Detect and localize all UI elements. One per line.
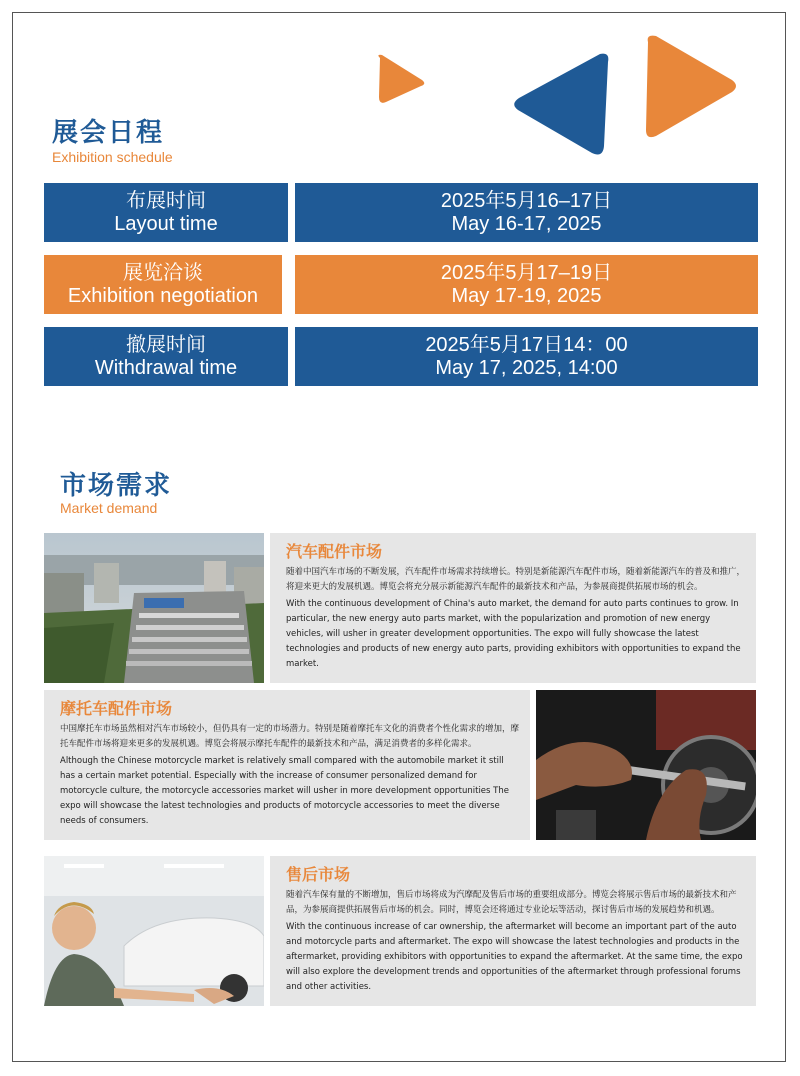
market-subtitle: Market demand [60, 500, 158, 516]
city-aerial-photo [44, 533, 264, 683]
schedule-row-2-label [44, 255, 282, 314]
aftermarket-panel [270, 856, 756, 1006]
row-label-en: Exhibition negotiation [67, 284, 259, 307]
row-label-cn: 展览洽谈 [123, 261, 203, 284]
row-value-cn: 2025年5月16–17日 [440, 189, 613, 212]
auto-parts-title: 汽车配件市场 [286, 542, 383, 561]
orange-triangle-large-icon [640, 32, 740, 142]
row-label-cn: 撤展时间 [126, 333, 206, 356]
mechanic-hands-photo [536, 690, 756, 840]
schedule-row-3-value [295, 327, 758, 386]
auto-parts-text-cn: 随着中国汽车市场的不断发展，汽车配件市场需求持续增长。特别是新能源汽车配件市场，随着新能源汽车的普及和推广，将迎来更大的发展机遇。博览会将充分展示新能源汽车配件的最新技术和产品，为参展商提供拓展市场的机会。 [286, 567, 746, 592]
row-value-en: May 17-19, 2025 [451, 284, 602, 307]
schedule-title: 展会日程 [52, 118, 165, 148]
market-title: 市场需求 [60, 471, 173, 501]
car-key-handover-photo [44, 856, 264, 1006]
row-value-en: May 17, 2025, 14:00 [435, 356, 618, 379]
motorcycle-parts-text-cn: 中国摩托车市场虽然相对汽车市场较小，但仍具有一定的市场潜力。特别是随着摩托车文化的消费者个性化需求的增加，摩托车配件市场将迎来更多的发展机遇。博览会将展示摩托车配件的最新技术和产品，满足消费者的多样化需求。 [60, 724, 520, 749]
orange-triangle-small-icon [370, 50, 430, 110]
motorcycle-parts-text-en: Although the Chinese motorcycle market is relatively small compared with the automobile market it still has a certain market potential. Especially with the increase of consumer personalized demand for motorcycle culture, the motorcycle accessories market will usher in more development opportunities The expo will showcase the latest technologies and products of motorcycle accessories to meet the diverse needs of consumers. [60, 756, 509, 826]
auto-parts-text-en: With the continuous development of China's auto market, the demand for auto parts continues to grow. In particular, the new energy auto parts market, with the popularization and promotion of new energy vehicles, will usher in greater development opportunities. The expo will fully showcase the latest technologies and products of new energy auto parts, providing exhibitors with opportunities to expand the market. [286, 599, 741, 669]
schedule-row-2-value [295, 255, 758, 314]
schedule-subtitle: Exhibition schedule [52, 149, 173, 165]
aftermarket-text-cn: 随着汽车保有量的不断增加，售后市场将成为汽摩配及售后市场的重要组成部分。博览会将展示售后市场的最新技术和产品，为参展商提供拓展售后市场的机会。同时，博览会还将通过专业论坛等活动，探讨售后市场的发展趋势和机遇。 [286, 890, 737, 915]
motorcycle-parts-panel [44, 690, 530, 840]
blue-triangle-large-icon [508, 48, 614, 162]
auto-parts-panel [270, 533, 756, 683]
row-label-en: Withdrawal time [94, 356, 238, 379]
row-label-cn: 布展时间 [126, 189, 206, 212]
schedule-row-1-label [44, 183, 288, 242]
schedule-row-1-value [295, 183, 758, 242]
row-label-en: Layout time [114, 212, 218, 235]
motorcycle-parts-title: 摩托车配件市场 [60, 699, 173, 718]
row-value-en: May 16-17, 2025 [451, 212, 602, 235]
row-value-cn: 2025年5月17–19日 [440, 261, 613, 284]
row-value-cn: 2025年5月17日14：00 [425, 333, 628, 356]
aftermarket-title: 售后市场 [286, 865, 351, 884]
aftermarket-text-en: With the continuous increase of car ownership, the aftermarket will become an important part of the auto and motorcycle parts and aftermarket. The expo will showcase the latest technologies and products in the aftermarket, providing exhibitors with opportunities to expand the aftermarket. At the same time, the expo will also explore the development trends and opportunities of the aftermarket through professional forums and other activities. [286, 922, 743, 992]
schedule-row-3-label [44, 327, 288, 386]
